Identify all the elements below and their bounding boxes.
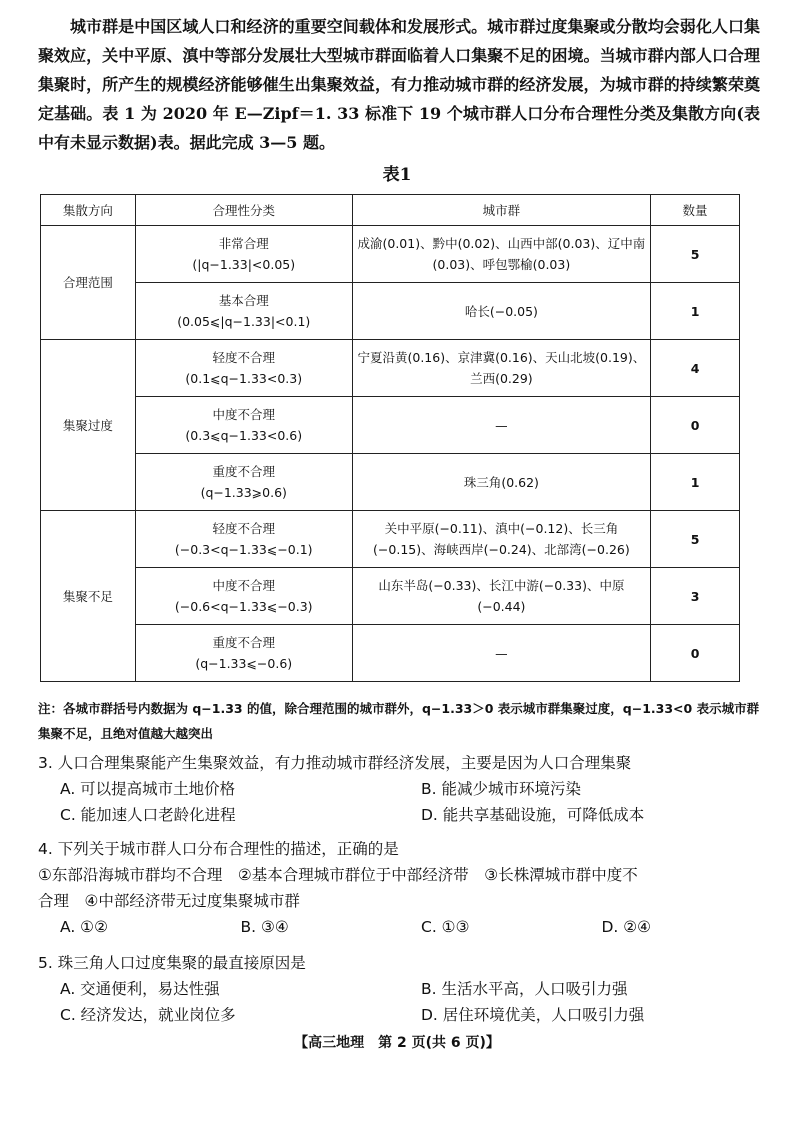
classification-range: (q−1.33⩾0.6) [200,485,287,500]
intro-passage [38,12,760,157]
classification-cell [135,511,352,568]
table-row [41,511,740,568]
header-city-clusters: 城市群 [352,195,650,226]
table-header-row [41,195,740,226]
option-list [38,976,760,1028]
classification-name: 轻度不合理 [212,350,275,365]
option-b: B. 生活水平高，人口吸引力强 [421,980,628,998]
cities-cell: 山东半岛(−0.33)、长江中游(−0.33)、中原(−0.44) [352,568,650,625]
option-a: A. 交通便利，易达性强 [60,980,220,998]
option-list [38,914,760,940]
page-footer: 【高三地理 第 2 页(共 6 页)】 [294,1035,500,1051]
question-stem: 3. 人口合理集聚能产生集聚效益，有力推动城市群经济发展，主要是因为人口合理集聚 [38,754,632,772]
option-d: D. 居住环境优美，人口吸引力强 [421,1006,645,1024]
question-3 [38,750,760,828]
question-statements-cont: 合理 ④中部经济带无过度集聚城市群 [38,892,300,910]
classification-range: (−0.3<q−1.33⩽−0.1) [174,542,313,557]
option-c: C. ①③ [421,918,470,936]
option-a: A. ①② [60,918,108,936]
classification-cell [135,340,352,397]
classification-cell [135,397,352,454]
cities-cell: 关中平原(−0.11)、滇中(−0.12)、长三角(−0.15)、海峡西岸(−0.24)、北部湾(−0.26) [352,511,650,568]
question-statements: ①东部沿海城市群均不合理 ②基本合理城市群位于中部经济带 ③长株潭城市群中度不 [38,866,638,884]
classification-cell [135,454,352,511]
count-cell: 5 [651,226,740,283]
count-cell: 1 [651,454,740,511]
option-c: C. 经济发达，就业岗位多 [60,1006,236,1024]
count-cell: 5 [651,511,740,568]
classification-name: 轻度不合理 [212,521,275,536]
table-title: 表1 [382,165,412,185]
table-note: 注：各城市群括号内数据为 q−1.33 的值，除合理范围的城市群外，q−1.33＞0 表示城市群集聚过度，q−1.33<0 表示城市群集聚不足，且绝对值越大越突出 [38,701,760,741]
option-list [38,776,760,828]
count-cell: 0 [651,397,740,454]
classification-name: 重度不合理 [212,635,275,650]
question-4 [38,836,760,940]
question-stem: 5. 珠三角人口过度集聚的最直接原因是 [38,954,306,972]
count-cell: 3 [651,568,740,625]
cities-cell: 宁夏沿黄(0.16)、京津冀(0.16)、天山北坡(0.19)、兰西(0.29) [352,340,650,397]
table-row [41,568,740,625]
classification-range: (|q−1.33|<0.05) [192,257,296,272]
table-row [41,454,740,511]
option-d: D. 能共享基础设施，可降低成本 [421,806,645,824]
cities-cell: — [352,397,650,454]
option-d: D. ②④ [601,918,652,936]
classification-range: (0.1⩽q−1.33<0.3) [185,371,303,386]
classification-range: (0.3⩽q−1.33<0.6) [185,428,303,443]
classification-cell [135,568,352,625]
classification-range: (−0.6<q−1.33⩽−0.3) [174,599,313,614]
table-row [41,283,740,340]
option-b: B. 能减少城市环境污染 [421,780,581,798]
count-cell: 0 [651,625,740,682]
count-cell: 4 [651,340,740,397]
classification-name: 中度不合理 [212,407,275,422]
option-b: B. ③④ [240,918,289,936]
header-direction: 集散方向 [41,195,136,226]
classification-name: 基本合理 [218,293,269,308]
header-count: 数量 [651,195,740,226]
table-row [41,625,740,682]
classification-name: 中度不合理 [212,578,275,593]
classification-cell [135,226,352,283]
table-row [41,397,740,454]
count-cell: 1 [651,283,740,340]
option-a: A. 可以提高城市土地价格 [60,780,236,798]
table-row [41,226,740,283]
intro-text: 城市群是中国区域人口和经济的重要空间载体和发展形式。城市群过度集聚或分散均会弱化人口集聚效应，关中平原、滇中等部分发展壮大型城市群面临着人口集聚不足的困境。当城市群内部人口合理集聚时，所产生的规模经济能够催生出集聚效益，有力推动城市群的经济发展，为城市群的持续繁荣奠定基础。表 1 为 2020 年 E—Zipf＝1. 33 标准下 19 个城市群人口分布合理性分类及集散方向(表中有未显示数据)表。据此完成 3—5 题。 [38,17,760,152]
classification-cell [135,625,352,682]
direction-cell: 集聚过度 [41,340,136,511]
table-row [41,340,740,397]
data-table [40,194,740,682]
question-stem: 4. 下列关于城市群人口分布合理性的描述，正确的是 [38,840,399,858]
direction-cell: 集聚不足 [41,511,136,682]
cities-cell: 成渝(0.01)、黔中(0.02)、山西中部(0.03)、辽中南(0.03)、呼包鄂榆(0.03) [352,226,650,283]
cities-cell: 哈长(−0.05) [352,283,650,340]
question-5 [38,950,760,1028]
cities-cell: — [352,625,650,682]
classification-name: 重度不合理 [212,464,275,479]
header-classification: 合理性分类 [135,195,352,226]
classification-range: (0.05⩽|q−1.33|<0.1) [177,314,311,329]
option-c: C. 能加速人口老龄化进程 [60,806,236,824]
cities-cell: 珠三角(0.62) [352,454,650,511]
classification-range: (q−1.33⩽−0.6) [195,656,293,671]
classification-cell [135,283,352,340]
classification-name: 非常合理 [218,236,269,251]
direction-cell: 合理范围 [41,226,136,340]
